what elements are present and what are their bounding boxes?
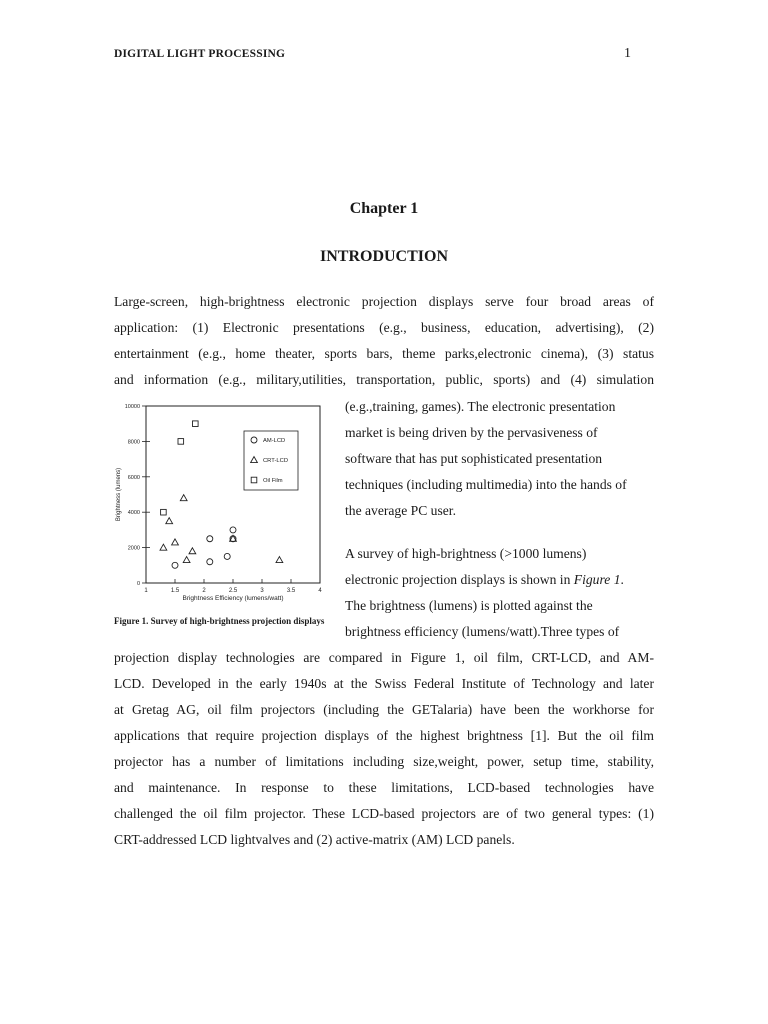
data-point-triangle (189, 548, 196, 554)
x-tick-label: 1 (144, 588, 148, 594)
data-point-triangle (166, 518, 173, 524)
legend-label: CRT-LCD (263, 458, 289, 464)
y-tick-label: 4000 (127, 510, 140, 517)
data-point-triangle (183, 557, 190, 563)
y-tick-label: 8000 (127, 439, 140, 446)
y-tick-label: 2000 (127, 545, 140, 552)
data-point-triangle (276, 557, 283, 563)
paragraph-line: CRT-addressed LCD lightvalves and (2) active-matrix (AM) LCD panels. (114, 832, 515, 847)
chapter-label: Chapter 1 (349, 200, 419, 217)
data-point-circle (230, 527, 236, 533)
y-axis-label: Brightness (lumens) (116, 467, 122, 522)
data-point-circle (207, 559, 213, 565)
data-point-triangle (172, 539, 179, 545)
paragraph-line: challenged the oil film projector. These LCD-based projectors are of two general types: (1) (114, 806, 654, 821)
legend-label: Oil Film (263, 478, 283, 484)
x-tick-label: 2 (202, 588, 206, 594)
running-header: DIGITAL LIGHT PROCESSING (114, 48, 286, 60)
paragraph-line: applications that require projection displays of the highest brightness [1]. But the oil film (114, 728, 654, 743)
paragraph-line: market is being driven by the pervasiveness of (345, 425, 598, 440)
x-tick-label: 3 (260, 588, 264, 594)
paragraph-line: LCD. Developed in the early 1940s at the Swiss Federal Institute of Technology and later (114, 676, 654, 691)
data-point-triangle (160, 544, 167, 550)
paragraph-line: and information (e.g., military,utilities, transportation, public, sports) and (4) simulation (114, 372, 654, 387)
data-point-triangle (230, 535, 237, 541)
paragraph-line: the average PC user. (345, 503, 456, 518)
data-point-square (193, 421, 199, 427)
paragraph-text: electronic projection displays is shown in (345, 572, 574, 587)
page-number: 1 (624, 46, 631, 61)
figure-caption: Figure 1. Survey of high-brightness projection displays (114, 616, 325, 626)
paragraph-line: projection display technologies are compared in Figure 1, oil film, CRT-LCD, and AM- (114, 650, 654, 665)
y-tick-label: 10000 (124, 404, 140, 410)
data-point-circle (172, 562, 178, 568)
paragraph-line: projector has a number of limitations including size,weight, power, setup time, stability, (114, 754, 654, 769)
y-tick-label: 6000 (127, 474, 140, 481)
legend-label: AM-LCD (263, 438, 286, 444)
x-axis-label: Brightness Efficiency (lumens/watt) (182, 595, 284, 602)
paragraph-line: brightness efficiency (lumens/watt).Three types of (345, 624, 620, 639)
scatter-chart (112, 400, 342, 610)
y-tick-label: 0 (136, 581, 140, 587)
data-point-square (161, 509, 167, 515)
paragraph-line: and maintenance. In response to these limitations, LCD-based technologies have (114, 780, 654, 795)
paragraph-line: application: (1) Electronic presentations (e.g., business, education, advertising), (2) (114, 320, 654, 335)
chapter-title: INTRODUCTION (319, 248, 448, 265)
x-tick-label: 3.5 (286, 588, 296, 594)
figure-reference: Figure 1 (573, 572, 621, 587)
paragraph-line: at Gretag AG, oil film projectors (including the GETalaria) have been the workhorse for (114, 702, 654, 717)
data-point-square (178, 439, 184, 445)
paragraph-line: entertainment (e.g., home theater, sports bars, theme parks,electronic cinema), (3) status (114, 346, 654, 361)
paragraph-line: software that has put sophisticated presentation (345, 451, 603, 466)
paragraph-line: The brightness (lumens) is plotted against the (345, 598, 593, 613)
data-point-circle (224, 553, 230, 559)
paragraph-line: techniques (including multimedia) into the hands of (345, 477, 627, 492)
paragraph-line: A survey of high-brightness (>1000 lumens) (345, 546, 587, 561)
paragraph-line: (e.g.,training, games). The electronic presentation (345, 399, 616, 414)
paragraph-line: Large-screen, high-brightness electronic projection displays serve four broad areas of (114, 294, 654, 309)
punctuation: . (620, 572, 624, 587)
paragraph-line (345, 572, 654, 588)
data-point-circle (207, 536, 213, 542)
x-tick-label: 2.5 (228, 588, 238, 594)
data-point-triangle (180, 495, 187, 501)
x-tick-label: 4 (318, 588, 322, 594)
x-tick-label: 1.5 (170, 588, 180, 594)
